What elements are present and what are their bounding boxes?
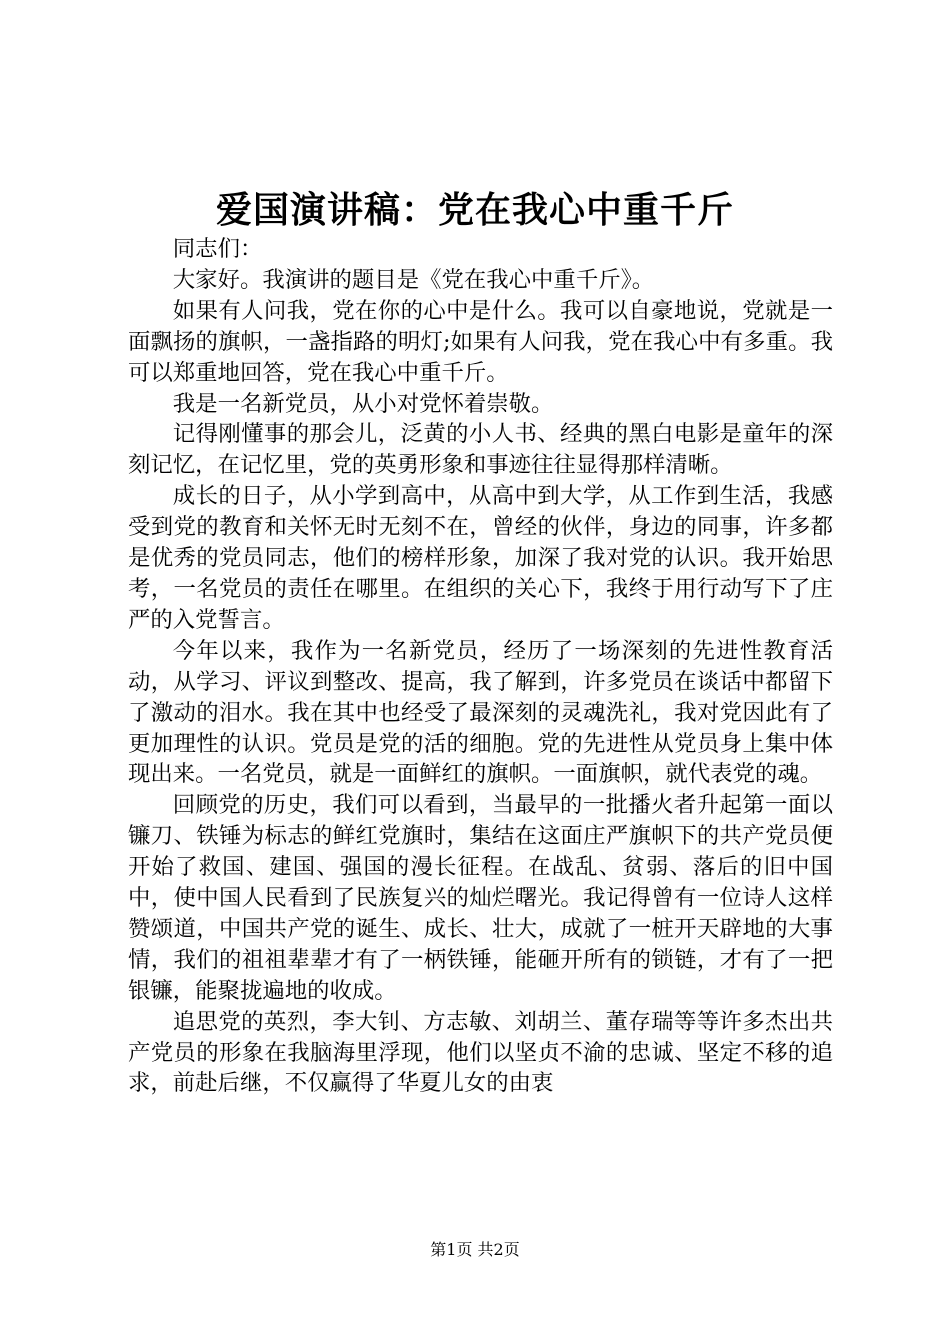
paragraph: 我是一名新党员，从小对党怀着崇敬。	[172, 390, 554, 417]
paragraph: 追思党的英烈，李大钊、方志敏、刘胡兰、董存瑞等等许多杰出共产党员的形象在我脑海里浮现，他们以坚贞不渝的忠诚、坚定不移的追求，前赴后继，不仅赢得了华夏儿女的由衷	[128, 1008, 833, 1097]
page-number-footer: 第1页 共2页	[430, 1240, 520, 1259]
document-body	[128, 234, 833, 1099]
paragraph: 回顾党的历史，我们可以看到，当最早的一批播火者升起第一面以镰刀、铁锤为标志的鲜红党旗时，集结在这面庄严旗帜下的共产党员便开始了救国、建国、强国的漫长征程。在战乱、贫弱、落后的旧中国中，使中国人民看到了民族复兴的灿烂曙光。我记得曾有一位诗人这样赞颂道，中国共产党的诞生、成长、壮大，成就了一桩开天辟地的大事情，我们的祖祖辈辈才有了一柄铁锤，能砸开所有的锁链，才有了一把银镰，能聚拢遍地的收成。	[128, 792, 833, 1004]
paragraph: 今年以来，我作为一名新党员，经历了一场深刻的先进性教育活动，从学习、评议到整改、提高，我了解到，许多党员在谈话中都留下了激动的泪水。我在其中也经受了最深刻的灵魂洗礼，我对党因此有了更加理性的认识。党员是党的活的细胞。党的先进性从党员身上集中体现出来。一名党员，就是一面鲜红的旗帜。一面旗帜，就代表党的魂。	[128, 637, 833, 788]
paragraph: 成长的日子，从小学到高中，从高中到大学，从工作到生活，我感受到党的教育和关怀无时无刻不在，曾经的伙伴，身边的同事，许多都是优秀的党员同志，他们的榜样形象，加深了我对党的认识。我开始思考，一名党员的责任在哪里。在组织的关心下，我终于用行动写下了庄严的入党誓言。	[128, 483, 833, 633]
document-title: 爱国演讲稿：党在我心中重千斤	[215, 189, 734, 231]
paragraph: 如果有人问我，党在你的心中是什么。我可以自豪地说，党就是一面飘扬的旗帜，一盏指路的明灯;如果有人问我，党在我心中有多重。我可以郑重地回答，党在我心中重千斤。	[128, 297, 833, 386]
paragraph: 大家好。我演讲的题目是《党在我心中重千斤》。	[172, 266, 655, 293]
paragraph: 记得刚懂事的那会儿，泛黄的小人书、经典的黑白电影是童年的深刻记忆，在记忆里，党的英勇形象和事迹往往显得那样清晰。	[128, 421, 833, 479]
paragraph: 同志们：	[172, 236, 263, 262]
